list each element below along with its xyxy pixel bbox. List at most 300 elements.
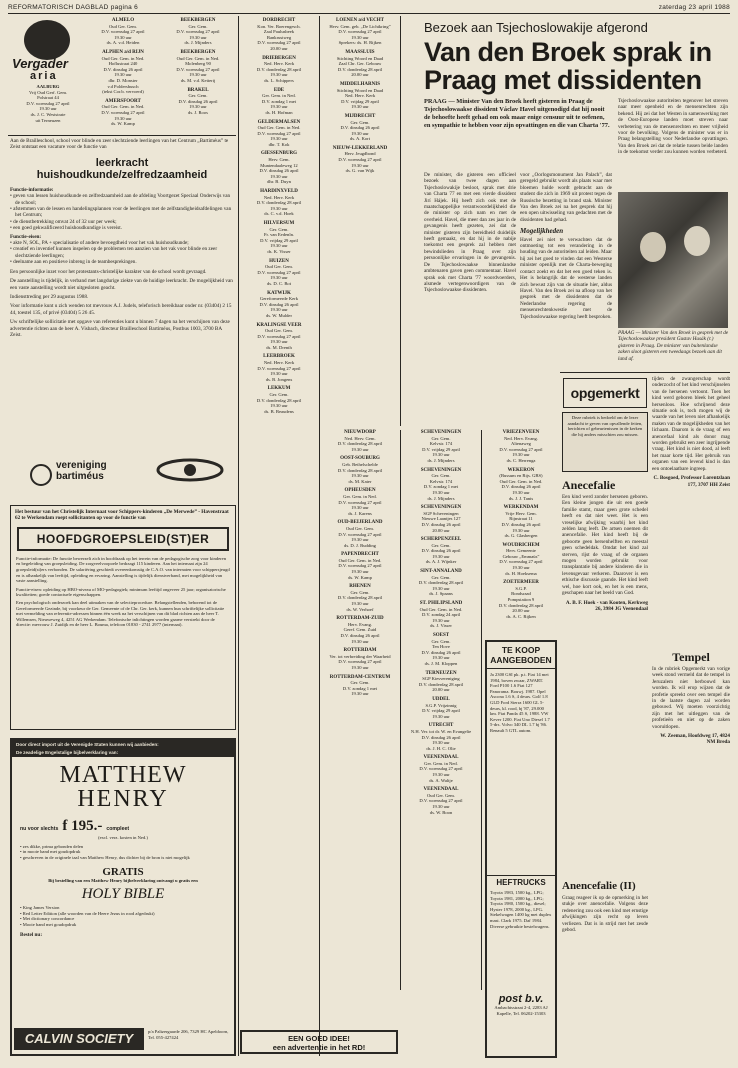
service-place: HARDINXVELD: [260, 189, 298, 195]
service-entry: [242, 18, 316, 52]
service-place: OPHEUSDEN: [344, 488, 376, 494]
service-place: MAASSLUIS: [345, 49, 375, 55]
service-entry: [404, 697, 478, 719]
service-line: Oud Ger. Gem. in Ned.: [338, 557, 382, 563]
service-line: 19.30 uur: [114, 115, 132, 121]
services-col-6: [485, 430, 557, 619]
services-col-3: [242, 18, 316, 988]
photo-person-right: [684, 226, 710, 256]
service-line: ds. W. Kamp: [111, 121, 135, 127]
service-place: AMERSFOORT: [105, 98, 141, 104]
article-col2-text: voor „Oorlogsmonument Jan Palach”, dat geregeld gebruikt wordt als plaats waar met bloemen hulde wordt gebracht aan de student die zich in 1969 uit protest tegen de Russische bezetting in brand stak. Minister Van den Broek zei na het gesprek dat hij een open uitwisseling van gedachten met de dissidenten had gehad.: [520, 172, 612, 223]
service-entry: [323, 146, 397, 174]
service-line: 19.30 uur: [270, 136, 288, 142]
ad-koop-heftruck-body: Toyota 1983, 1500 kg., LPG; Toyota 1981, 2000 kg., LPG; Toyota 1980, 1500 kg., diesel; Hyster 1978, 2000 kg., LPG. Stekelwagen 1400 kg met duplex mast. Clark 1975. Daf 1984. Diverse gebruikte bestelwagens.: [490, 890, 552, 929]
service-line: D.V. woensdag 27 april: [338, 29, 382, 35]
service-line: 19.30 uur: [351, 505, 369, 511]
tempel-title: Tempel: [672, 650, 710, 664]
service-line: D.V. donderdag 28 april: [498, 602, 544, 608]
article-col2b-text: Havel zei niet te verwachten dat de ontmoeting tot een verandering in de houding van de autoriteiten zal leiden. Maar hij zei het goed te vinden dat een Westerse minister openlijk met de Charta-beweging contact zoekt en dat het een goed teken is. Het is belangrijk dat de westerse landen zich bewust zijn van de situatie hier, aldus Havel. Van den Broek zei na afloop van het gesprek met de dissidenten dat de Nederlandse regering de mensenrechtenkwestie met de Tsjechoslowaakse regering heeft besproken.: [520, 236, 612, 320]
service-line: D.V. vrijdag 29 april: [422, 708, 460, 714]
service-line: 19.30 uur: [512, 452, 530, 458]
anecdote-title-1: Anecefalie: [562, 478, 616, 492]
service-line: Herv. Jeugdbond: [344, 151, 376, 157]
service-line: Ger. Gem. in Ned.: [262, 93, 296, 99]
service-place: VRIEZENVEEN: [502, 430, 540, 435]
service-line: 19.30 uur: [512, 527, 530, 533]
bullet-item: • geschreven in de originele taal van Matthew Henry, dus dichter bij de bron is niet mogelijk: [20, 854, 190, 860]
bullet-item: • een goed gekwalificeerd huishoudkundige is vereist.: [10, 225, 123, 232]
service-line: 19.30 uur: [189, 104, 207, 110]
service-entry: [485, 580, 557, 619]
service-line: D.V. dinsdag 26 april: [501, 521, 541, 527]
service-line: 19.30 uur: [189, 72, 207, 78]
vergader-line: uit Terneuzen: [35, 117, 61, 123]
service-place: SOEST: [432, 633, 450, 638]
header-right: zaterdag 23 april 1988: [658, 4, 730, 11]
service-line: dhr. T. Kok: [268, 141, 290, 147]
ad-bartimeus-para3: Indiensttreding per 29 augustus 1988.: [10, 293, 89, 300]
service-line: ds. J. M. Kloppen: [424, 660, 458, 666]
service-line: D.V. dinsdag 26 april: [421, 548, 461, 554]
article-col-1: [424, 172, 516, 427]
service-line: D.V. donderdag 28 april: [337, 441, 383, 447]
ad-bartimeus-para5: Uw schriftelijke sollicitatie met opgave van referenties kunt u binnen 7 dagen na het verschijnen van deze advertentie richten aan de heer A. Visbach, directeur Brailleschool Bartiméus, Postbus 1003, 3700 BA Zeist.: [10, 319, 230, 338]
service-line: D.V. zondag 1 mei: [342, 685, 378, 691]
service-line: Ten Hove: [432, 644, 450, 650]
service-line: Bankrustweg: [266, 34, 292, 40]
service-line: D.V. dinsdag 26 april: [103, 66, 143, 72]
service-line: Oud Ger. Gem. in Ned.: [176, 55, 220, 61]
eye-icon: [150, 455, 230, 485]
service-line: 19.30 uur: [351, 130, 369, 136]
service-line: ds. J. Visser: [430, 623, 452, 629]
service-line: ds. A. Waltje: [429, 777, 453, 783]
service-entry: [242, 189, 316, 217]
article-col3-text: Tsjechoslowaakse autoriteiten tegenover het streven naar meer openheid en de mensenrechten zijn bekend. Hij zei dat het Westen in samenwerking met de Oost-Europese landen moet streven naar verbetering van de mensenrechten en meer vrijheid voor de bevolking. Volgens de minister was er in Praag belangstelling voor Nederlandse opvattingen. Van den Broek zei dat de relatie tussen beide landen in de toekomst verder zou kunnen worden verbeterd.: [618, 98, 728, 156]
service-entry: [323, 675, 397, 697]
service-line: ds. W. Boon: [429, 809, 453, 815]
services-col-5: [404, 430, 478, 990]
service-place: LOENEN a/d VECHT: [336, 18, 384, 23]
service-line: ds. A. J. Wijnker: [425, 559, 457, 565]
service-line: Ver. tot verbreiding der Waarheid: [329, 653, 391, 659]
ad-henry-bible-bullets: [12, 903, 234, 929]
service-line: 19.30 uur: [114, 72, 132, 78]
service-entry: [404, 569, 478, 597]
service-entry: [162, 18, 234, 46]
service-line: Ger. Gem.: [350, 119, 370, 125]
service-line: D.V. dinsdag 26 april: [421, 649, 461, 655]
ad-bartimeus: [10, 138, 234, 498]
service-line: Ger. Gem. in Ned.: [343, 493, 377, 499]
service-entry: [323, 648, 397, 670]
bullet-item: • Met dictionary concordance: [20, 916, 75, 922]
service-entry: [404, 787, 478, 815]
service-line: Ned. Herv. Evang.: [503, 435, 538, 441]
service-line: D.V. vrijdag 29 april: [341, 98, 379, 104]
ad-bartimeus-bullets1: [10, 193, 234, 231]
logo-title-top: Vergader: [12, 56, 68, 71]
service-place: VEENENDAAL: [423, 755, 459, 761]
anecdote-col: [562, 478, 648, 758]
services-col-4: [323, 18, 397, 428]
service-line: D.V. zondag 1 mei: [261, 98, 297, 104]
service-place: ALMELO: [111, 18, 135, 23]
ad-henry-price-note: (excl. verz. kosten in Ned.): [98, 835, 148, 841]
service-line: 19.30 uur: [114, 34, 132, 40]
service-line: Bondsraad: [511, 591, 531, 597]
service-line: D.V. dinsdag 26 april: [178, 98, 218, 104]
ad-henry-order: Bestel nu:: [20, 931, 43, 938]
service-place: ZOETERMEER: [503, 580, 539, 586]
service-line: D.V. donderdag 28 april: [418, 681, 464, 687]
service-line: D.V. vrijdag 29 april: [260, 237, 298, 243]
anecdote-right-text: tijden de zwangerschap wordt onderzocht of het kind verschijnselen van de hersenen vertoont. Toen het kind werd geboren bleek het geheel hersenloos. Hoe schrijnend deze situatie ook is, toch mogen wij de waarde van het leven niet afhankelijk maken van de mogelijkheden van het lichaam. Daarom is de vraag of een anencefaal kind als donor mag worden gebruikt een zeer ingrijpende vraag. Het kind is niet dood, al leeft het maar korte tijd. Het gebruik van organen van een levend kind is dan een ontoelaatbare ingreep.: [652, 376, 730, 472]
ad-henry-top2: De zeadelige Engelstalige bijbelverklaring van:: [12, 750, 234, 758]
services-col-2: [162, 18, 234, 133]
service-line: ds. C. v.d. Hoek: [264, 211, 294, 217]
service-line: Ger. Gem.: [350, 680, 370, 686]
column-rule: [481, 430, 482, 990]
anecdote-text-2: Graag reageer ik op de opmerking in het stukje over anencefalie. Volgens deze redenering zou ook een kind met ernstige afwijkingen zijn recht op leven verliezen. Dat is in strijd met het zesde gebod.: [562, 895, 648, 934]
service-line: Nieuwe Laantjes 127: [421, 516, 461, 522]
service-place: VEENENDAAL: [423, 787, 459, 793]
opgemerkt-info-box: Deze rubriek is bedoeld om de lezer aandacht te geven van opvallende feiten, berichten of gebeurtenissen in de kerken die hij anders misschien zou missen.: [562, 412, 648, 472]
service-place: KRALINGSE VEER: [256, 322, 302, 328]
service-line: Oud Ger. Gem.: [426, 792, 456, 798]
goed-idee-line2: een advertentie in het RD!: [272, 1043, 366, 1052]
service-line: D.V. woensdag 27 april: [338, 157, 382, 163]
service-line: Fr. van Eedenln.: [263, 232, 295, 238]
service-line: ds. W. Verhoef: [346, 606, 374, 612]
service-entry: [485, 543, 557, 577]
service-line: 19.30 uur: [432, 553, 450, 559]
service-entry: [485, 468, 557, 502]
service-line: 19.30 uur: [351, 162, 369, 168]
header-left: REFORMATORISCH DAGBLAD pagina 6: [8, 4, 139, 11]
service-place: GELDERMALSEN: [257, 119, 301, 125]
service-place: UTRECHT: [428, 723, 454, 729]
service-entry: [242, 56, 316, 84]
service-place: NIEUW-LEKKERLAND: [332, 145, 388, 151]
service-line: D.V. woensdag 27 april: [176, 66, 220, 72]
service-line: D.V. woensdag 27 april: [176, 29, 220, 35]
service-line: Ger. Gem.: [431, 574, 451, 580]
service-line: Hoflustraat 240: [108, 61, 138, 67]
column-rule: [319, 16, 320, 1056]
service-place: SINT-ANNALAND: [420, 569, 462, 575]
service-place: EDE: [273, 87, 285, 93]
service-line: Ned. Herv. Kerk: [344, 93, 376, 99]
bullet-item: • afstemmen van de lessen en handelingsplannen voor de leerlingen met de zelfstandigheidsafdelingen van het Centrum;: [10, 206, 232, 219]
service-line: Kelvstr. 174: [429, 441, 453, 447]
vergader-line: Vrij Oud Gerf. Gem.: [28, 89, 68, 95]
service-line: D.V. donderdag 28 april: [256, 397, 302, 403]
service-line: 19.30 uur: [270, 403, 288, 409]
service-entry: [323, 50, 397, 78]
service-line: Stichting Woord en Daad: [336, 87, 384, 93]
service-place: ROTTERDAM: [343, 648, 377, 654]
service-line: ds. H. Hoeksema: [505, 570, 537, 576]
service-entry: [323, 584, 397, 612]
service-place: SCHEVENINGEN: [420, 505, 462, 511]
ad-bartimeus-intro: Aan de Brailleschool, school voor blinde en zeer slechtziende leerlingen van het Centrum „Bartiméus” te Zeist ontstaat een vacature voor de functie van: [10, 138, 229, 151]
ad-henry-top: Door direct import uit de Verenigde Staten kunnen wij aanbieden:: [12, 740, 234, 750]
service-line: dhr. B. Duyn: [267, 179, 291, 185]
service-entry: [88, 18, 158, 46]
service-line: D.V. woensdag 27 april: [257, 365, 301, 371]
service-line: ds. H. Hofman: [265, 109, 293, 115]
service-line: Geref. Gem. Zuid: [343, 627, 377, 633]
service-place: SCHEVENINGEN: [420, 467, 462, 473]
bullet-item: • zes dikke, prima gebonden delen: [20, 843, 84, 849]
bullet-item: • de dienstbetrekking omvat 24 of 32 uur per week;: [10, 218, 117, 225]
vergader-line: Polstraat 44: [37, 95, 59, 101]
service-place: MIJDRECHT: [344, 113, 376, 119]
service-line: 19.30 uur: [270, 371, 288, 377]
column-rule: [400, 430, 401, 990]
service-line: 20.00 uur: [512, 608, 530, 614]
service-line: 19.30 uur: [189, 34, 207, 40]
service-line: 19.30 uur: [432, 713, 450, 719]
ad-bartimeus-bullets2: [10, 240, 234, 266]
service-line: D.V. woensdag 27 april: [101, 109, 145, 115]
service-entry: [404, 671, 478, 693]
service-entry: [242, 259, 316, 287]
service-entry: [404, 505, 478, 533]
service-line: 19.30 uur: [432, 585, 450, 591]
ad-internaat-title: HOOFDGROEPSLEID(ST)ER: [17, 527, 229, 551]
service-entry: [88, 50, 158, 95]
service-line: SGP Scheveningen: [423, 510, 459, 516]
column-rule: [400, 16, 401, 426]
service-line: Oud Ger. Gem.: [264, 264, 294, 270]
service-line: D.V. dinsdag 26 april: [340, 633, 380, 638]
service-line: 19.30 uur: [432, 804, 450, 810]
service-line: D.V. donderdag 28 april: [337, 467, 383, 473]
service-line: Muntendaaleweg 12: [260, 162, 298, 168]
service-line: ds. J. Roos: [188, 109, 208, 115]
anecdote-right-col: [652, 376, 730, 636]
vergader-line: ds. J. C. Weststrate: [30, 111, 66, 117]
service-entry: [323, 82, 397, 110]
tempel-col: [652, 650, 730, 1056]
service-place: NIEUWDORP: [344, 430, 376, 435]
service-line: D.V. dinsdag 26 april: [421, 734, 461, 740]
ad-henry-price-prefix: nu voor slechts: [20, 826, 59, 833]
service-line: Ger. Gem.: [188, 93, 208, 99]
service-place: BRAKEL: [187, 87, 209, 93]
service-line: 19.30 uur: [351, 691, 369, 697]
service-line: Oud Ger. Gem.: [108, 23, 138, 29]
service-line: ds. G. Glasbergen: [504, 533, 538, 539]
service-line: D.V. dinsdag 26 april: [259, 168, 299, 174]
service-line: dhr. D. Monster: [108, 77, 138, 83]
opgemerkt-logo: [563, 378, 647, 408]
service-line: 19.30 uur: [270, 205, 288, 211]
service-entry: [242, 88, 316, 116]
service-line: ds. A. v.d. Heiden: [106, 40, 140, 46]
service-line: D.V. woensdag 27 april: [257, 40, 301, 46]
service-line: D.V. woensdag 27 april: [338, 499, 382, 505]
ad-henry-price: f 195.-: [62, 818, 103, 835]
photo-person-left: [640, 232, 666, 262]
service-line: D.V. dinsdag 26 april: [259, 301, 299, 307]
service-line: 19.30 uur: [270, 243, 288, 249]
service-line: Zaal Paulusbeek: [263, 29, 295, 35]
service-line: D.V. donderdag 28 april: [256, 66, 302, 72]
service-entry: [404, 633, 478, 667]
bullet-item: • akte N, SOL, PA + specialisatie of andere bevoegdheid voor het vak huishoudkunde;: [10, 240, 189, 247]
ad-henry-bible: HOLY BIBLE: [81, 886, 165, 903]
article-kicker: Bezoek aan Tsjechoslowakije afgerond: [424, 20, 648, 35]
service-line: Herv. Gem. geb. „De Lichtkring”: [329, 23, 391, 29]
service-line: ds. W. Kamp: [348, 574, 372, 580]
goed-idee-line1: EEN GOED IDEE!: [288, 1034, 350, 1043]
service-line: D.V. woensdag 27 april: [101, 29, 145, 35]
article-col-3: [618, 98, 728, 190]
service-line: Pompstation 9: [507, 597, 535, 603]
service-line: ds. C. Herrenga: [506, 457, 536, 463]
ad-henry-name2: HENRY: [77, 786, 169, 813]
service-line: 19.30 uur: [432, 655, 450, 661]
vergader-entry: [12, 84, 84, 123]
service-line: Oud Ger. Gem. in Ned.: [257, 125, 301, 131]
service-entry: [242, 221, 316, 255]
header-rule: [8, 13, 730, 14]
service-line: Oud Ger. Gem. in Ned.: [419, 606, 463, 612]
service-line: Ger. Gem.: [431, 542, 451, 548]
service-line: D.V. woensdag 27 april: [419, 798, 463, 804]
service-line: D.V. woensdag 27 april: [338, 563, 382, 569]
service-line: ds. A. C. Rijken: [506, 613, 536, 619]
service-line: Ger. Gem.: [269, 226, 289, 232]
service-entry: [88, 99, 158, 127]
ad-internaat-eisen: Functie-eisen: opleiding op HBO-niveau of MO-pedagogiek; minimum leeftijd ongeveer 25 jaar; organisatorische kwaliteiten; goede contactuele eigenschappen.: [16, 586, 226, 598]
anecdote-col-2: [562, 880, 648, 1056]
anecdote-text-1: Een kind werd zonder hersenen geboren. Een kleine jongen die uit een goede familie stamt, maar geen grote schedel heeft en dat niet weet. Het is een vreselijke afwijking waarbij het kind zelden lang leeft. De artsen noemen dit anencefalie. Het kind heeft bij de geboorte geen hersenhelften en meestal geen schedeldak. Omdat het kind zal sterven, rijst de vraag of de organen mogen worden gebruikt voor transplantatie bij andere kinderen die in levensgevaar verkeren. Daarover is een ethische discussie gaande. Het kind leeft wel, hoe kort ook, en het is een mens, geschapen naar het beeld van God.: [562, 494, 648, 597]
service-entry: [323, 456, 397, 484]
ad-koop-dealer: post b.v.: [498, 993, 544, 1005]
service-line: Herv. Evang.: [347, 621, 373, 627]
service-place: LEKKUM: [267, 386, 291, 392]
service-place: ROTTERDAM-ZUID: [336, 616, 384, 622]
service-line: Zaal Chr. Ger. Gebouw: [338, 61, 382, 67]
tempel-signature: W. Zeeman, Hoofdweg 17, 4824 NM Breda: [660, 733, 730, 746]
service-entry: [323, 488, 397, 516]
anecdote-signature2: C. Bosgoed, Professor Lorentzlaan 177, 3707 HH Zeist: [653, 475, 730, 488]
service-entry: [323, 552, 397, 580]
service-line: D.V. zondag 1 mei: [423, 484, 459, 490]
service-line: Gebouw „Emmaüs”: [502, 553, 540, 559]
service-line: Vrije Herv. Gem.: [505, 510, 537, 516]
service-entry: [242, 120, 316, 148]
service-line: Altenaweg: [511, 441, 531, 447]
service-place: RHENEN: [349, 584, 371, 590]
service-line: Herv. Gem.: [268, 157, 290, 163]
logo-title-bottom: aria: [30, 70, 58, 82]
ad-koop-heftrucks: HEFTRUCKS: [487, 875, 555, 887]
service-place: TERNEUZEN: [425, 670, 457, 676]
service-line: 19.30 uur: [432, 617, 450, 623]
service-entry: [242, 291, 316, 319]
service-line: D.V. woensdag 27 april: [419, 766, 463, 772]
ad-henry-name1: MATTHEW: [59, 762, 187, 789]
service-line: Ned. Herv. Gem.: [344, 435, 376, 441]
ad-koop-title: TE KOOP AANGEBODEN: [487, 642, 555, 669]
bartimeus-logo-text: vereniging bartiméus: [56, 460, 107, 482]
service-place: ST. PHILIPSLAND: [419, 601, 463, 607]
service-place: DORDRECHT: [262, 18, 296, 23]
vergader-place: AALBURG: [36, 84, 60, 89]
service-line: (tekst Cor.b. vervoerd): [102, 89, 144, 95]
service-entry: [404, 601, 478, 629]
service-line: 19.30 uur: [351, 601, 369, 607]
ad-henry-price-suffix: compleet: [106, 826, 130, 833]
service-line: ds. J. Mijnders: [427, 457, 455, 463]
service-entry: [323, 114, 397, 142]
service-line: ds. J. Mijnders: [427, 495, 455, 501]
service-line: D.V. woensdag 27 april: [499, 559, 543, 565]
article-headline: Van den Broek sprak in Praag met dissidenten: [424, 37, 712, 95]
service-line: Ger. Gem.: [431, 638, 451, 644]
bartimeus-logo-icon: [30, 464, 52, 486]
service-line: Ger. Gem.: [431, 473, 451, 479]
service-line: Gereformeerde Kerk: [259, 296, 299, 302]
service-line: D.V. woensdag 27 april: [338, 659, 382, 665]
bullet-item: • King James Version: [20, 905, 60, 911]
service-line: D.V. woensdag 27 april: [257, 130, 301, 136]
service-line: 19.30 uur: [351, 446, 369, 452]
service-place: KATWIJK: [267, 290, 291, 296]
service-line: S.G.P.: [515, 585, 527, 591]
service-entry: [162, 88, 234, 116]
service-line: ds. B. Beaudens: [264, 408, 294, 414]
service-line: Kelvstr. 174: [429, 478, 453, 484]
service-place: ROTTERDAM-CENTRUM: [329, 674, 391, 680]
service-line: 19.30 uur: [432, 772, 450, 778]
article-photo: [618, 192, 728, 328]
service-line: Ger. Gem.: [269, 392, 289, 398]
service-line: ds. A. Kort: [349, 136, 371, 142]
service-line: D.V. donderdag 28 april: [418, 580, 464, 586]
service-line: Oud Ger. Gem.: [345, 525, 375, 531]
bullet-item: • Mooie band met goudopdruk: [20, 921, 77, 927]
service-line: Ger. Gem.: [188, 23, 208, 29]
service-line: 19.30 uur: [351, 537, 369, 543]
service-line: Ned. Herv. Kerk: [263, 194, 295, 200]
service-place: BEEKBERGEN: [180, 18, 216, 23]
bullet-item: • in mooie band met goudopdruk: [20, 849, 81, 855]
ad-bartimeus-head2: Functie-eisen:: [10, 233, 42, 240]
service-entry: [323, 430, 397, 452]
service-line: Rijnstraat 11: [509, 516, 533, 522]
ad-matthew-henry: [10, 738, 236, 1056]
anecdote-title-2: Anencefalie (II): [562, 880, 636, 892]
service-entry: [485, 505, 557, 539]
service-line: ds. J. Mijnders: [184, 40, 212, 46]
service-line: 19.30 uur: [270, 275, 288, 281]
service-place: HUIZEN: [269, 258, 289, 264]
ad-internaat-extra: Een psychologisch onderzoek kan deel uitmaken van de selectieprocedure. Belangstellenden, behorend tot de Gereformeerde Gezinde, bij voorkeur de Ger. Gemeente of de Chr. Ger. kerk, kunnen hun schriftelijke sollicitatie met vermelding van referentie-adressen binnen één week na het verschijnen van dit blad richten aan de heer T. Willemsen, Nieuweweg 4, 4251 AG Werkendam. Telefonische inlichtingen worden gaarne verstrekt door de directie: mevrouw J. Zuidijk en de heer L. Bouma, telefoon 01830 - 2741 2977 (internaat).: [16, 599, 225, 628]
opgemerkt-title: opgemerkt: [570, 385, 640, 401]
service-place: UDDEL: [432, 696, 450, 702]
service-line: 20.00 uur: [432, 687, 450, 693]
service-place: WOUDRICHEM: [502, 542, 540, 548]
service-line: ds. M. Drenth: [266, 344, 292, 350]
services-col-4b: [323, 430, 397, 990]
